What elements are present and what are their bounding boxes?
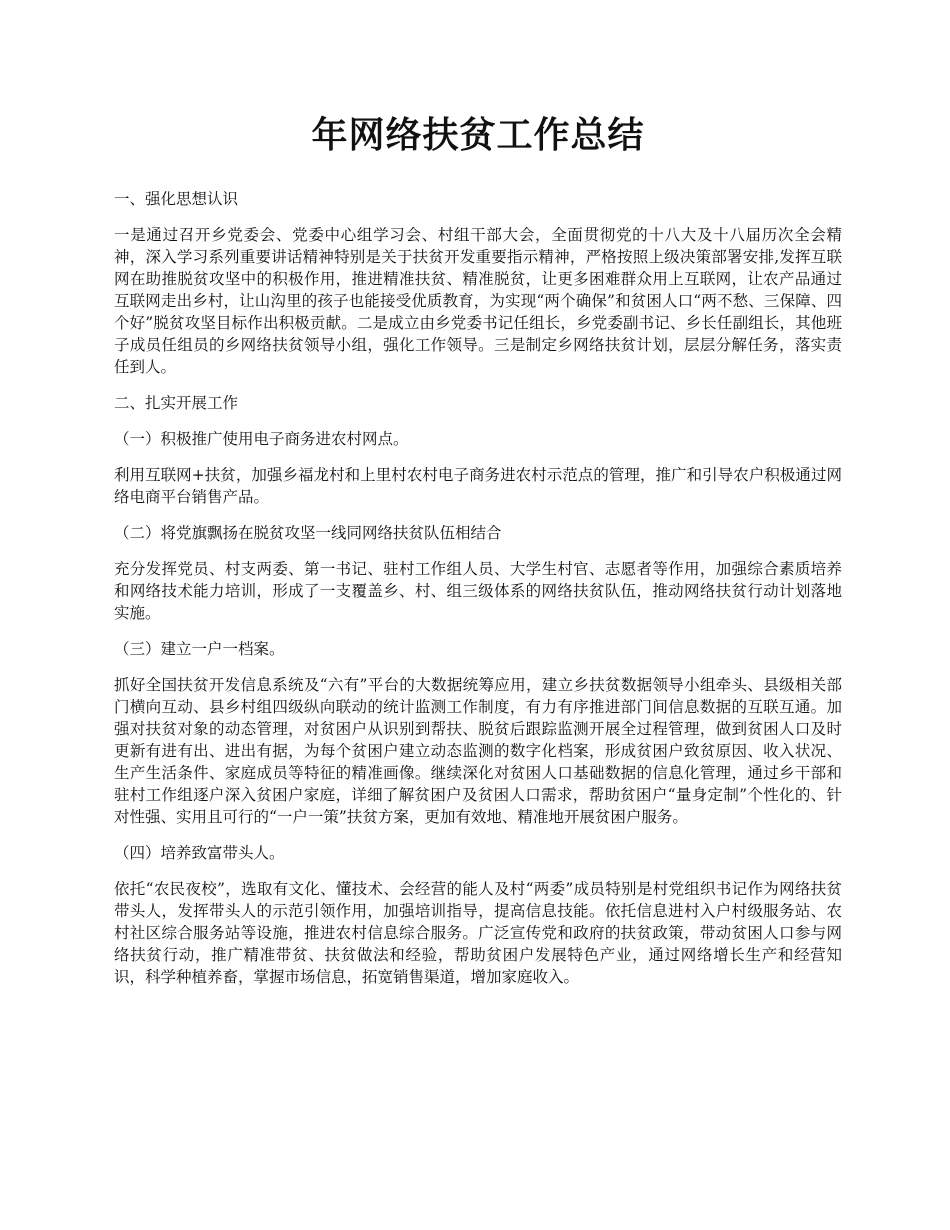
document-page — [114, 108, 842, 1002]
subsection-heading-2: （二）将党旗飘扬在脱贫攻坚一线同网络扶贫队伍相结合 — [114, 524, 502, 542]
subsection-paragraph-1: 利用互联网+扶贫，加强乡福龙村和上里村农村电子商务进农村示范点的管理，推广和引导农户积极通过网络电商平台销售产品。 — [114, 466, 842, 506]
subsection-heading-4: （四）培养致富带头人。 — [114, 844, 285, 862]
subsection-paragraph-3: 抓好全国扶贫开发信息系统及“六有”平台的大数据统筹应用，建立乡扶贫数据领导小组牵头、县级相关部门横向互动、县乡村组四级纵向联动的统计监测工作制度，有力有序推进部门间信息数据的互联互通。加强对扶贫对象的动态管理，对贫困户从识别到帮扶、脱贫后跟踪监测开展全过程管理，做到贫困人口及时更新有进有出、进出有据，为每个贫困户建立动态监测的数字化档案，形成贫困户致贫原因、收入状况、生产生活条件、家庭成员等特征的精准画像。继续深化对贫困人口基础数据的信息化管理，通过乡干部和驻村工作组逐户深入贫困户家庭，详细了解贫困户及贫困人口需求，帮助贫困户“量身定制”个性化的、针对性强、实用且可行的“一户一策”扶贫方案，更加有效地、精准地开展贫困户服务。 — [114, 676, 842, 826]
document-title: 年网络扶贫工作总结 — [311, 115, 645, 156]
section-paragraph-1: 一是通过召开乡党委会、党委中心组学习会、村组干部大会，全面贯彻党的十八大及十八届历次全会精神，深入学习系列重要讲话精神特别是关于扶贫开发重要指示精神，严格按照上级决策部署安排,发挥互联网在助推脱贫攻坚中的积极作用，推进精准扶贫、精准脱贫，让更多困难群众用上互联网，让农产品通过互联网走出乡村，让山沟里的孩子也能接受优质教育，为实现“两个确保”和贫困人口“两不愁、三保障、四个好”脱贫攻坚目标作出积极贡献。二是成立由乡党委书记任组长，乡党委副书记、乡长任副组长，其他班子成员任组员的乡网络扶贫领导小组，强化工作领导。三是制定乡网络扶贫计划，层层分解任务，落实责任到人。 — [114, 226, 842, 376]
section-heading-1: 一、强化思想认识 — [114, 190, 239, 208]
subsection-heading-3: （三）建立一户一档案。 — [114, 640, 285, 658]
subsection-paragraph-4: 依托“农民夜校”，选取有文化、懂技术、会经营的能人及村“两委”成员特别是村党组织书记作为网络扶贫带头人，发挥带头人的示范引领作用，加强培训指导，提高信息技能。依托信息进村入户村级服务站、农村社区综合服务站等设施，推进农村信息综合服务。广泛宣传党和政府的扶贫政策，带动贫困人口参与网络扶贫行动，推广精准带贫、扶贫做法和经验，帮助贫困户发展特色产业，通过网络增长生产和经营知识，科学种植养畜，掌握市场信息，拓宽销售渠道，增加家庭收入。 — [114, 880, 842, 986]
section-heading-2: 二、扎实开展工作 — [114, 394, 239, 412]
subsection-paragraph-2: 充分发挥党员、村支两委、第一书记、驻村工作组人员、大学生村官、志愿者等作用，加强综合素质培养和网络技术能力培训，形成了一支覆盖乡、村、组三级体系的网络扶贫队伍，推动网络扶贫行动计划落地实施。 — [114, 560, 842, 622]
subsection-heading-1: （一）积极推广使用电子商务进农村网点。 — [114, 430, 409, 448]
